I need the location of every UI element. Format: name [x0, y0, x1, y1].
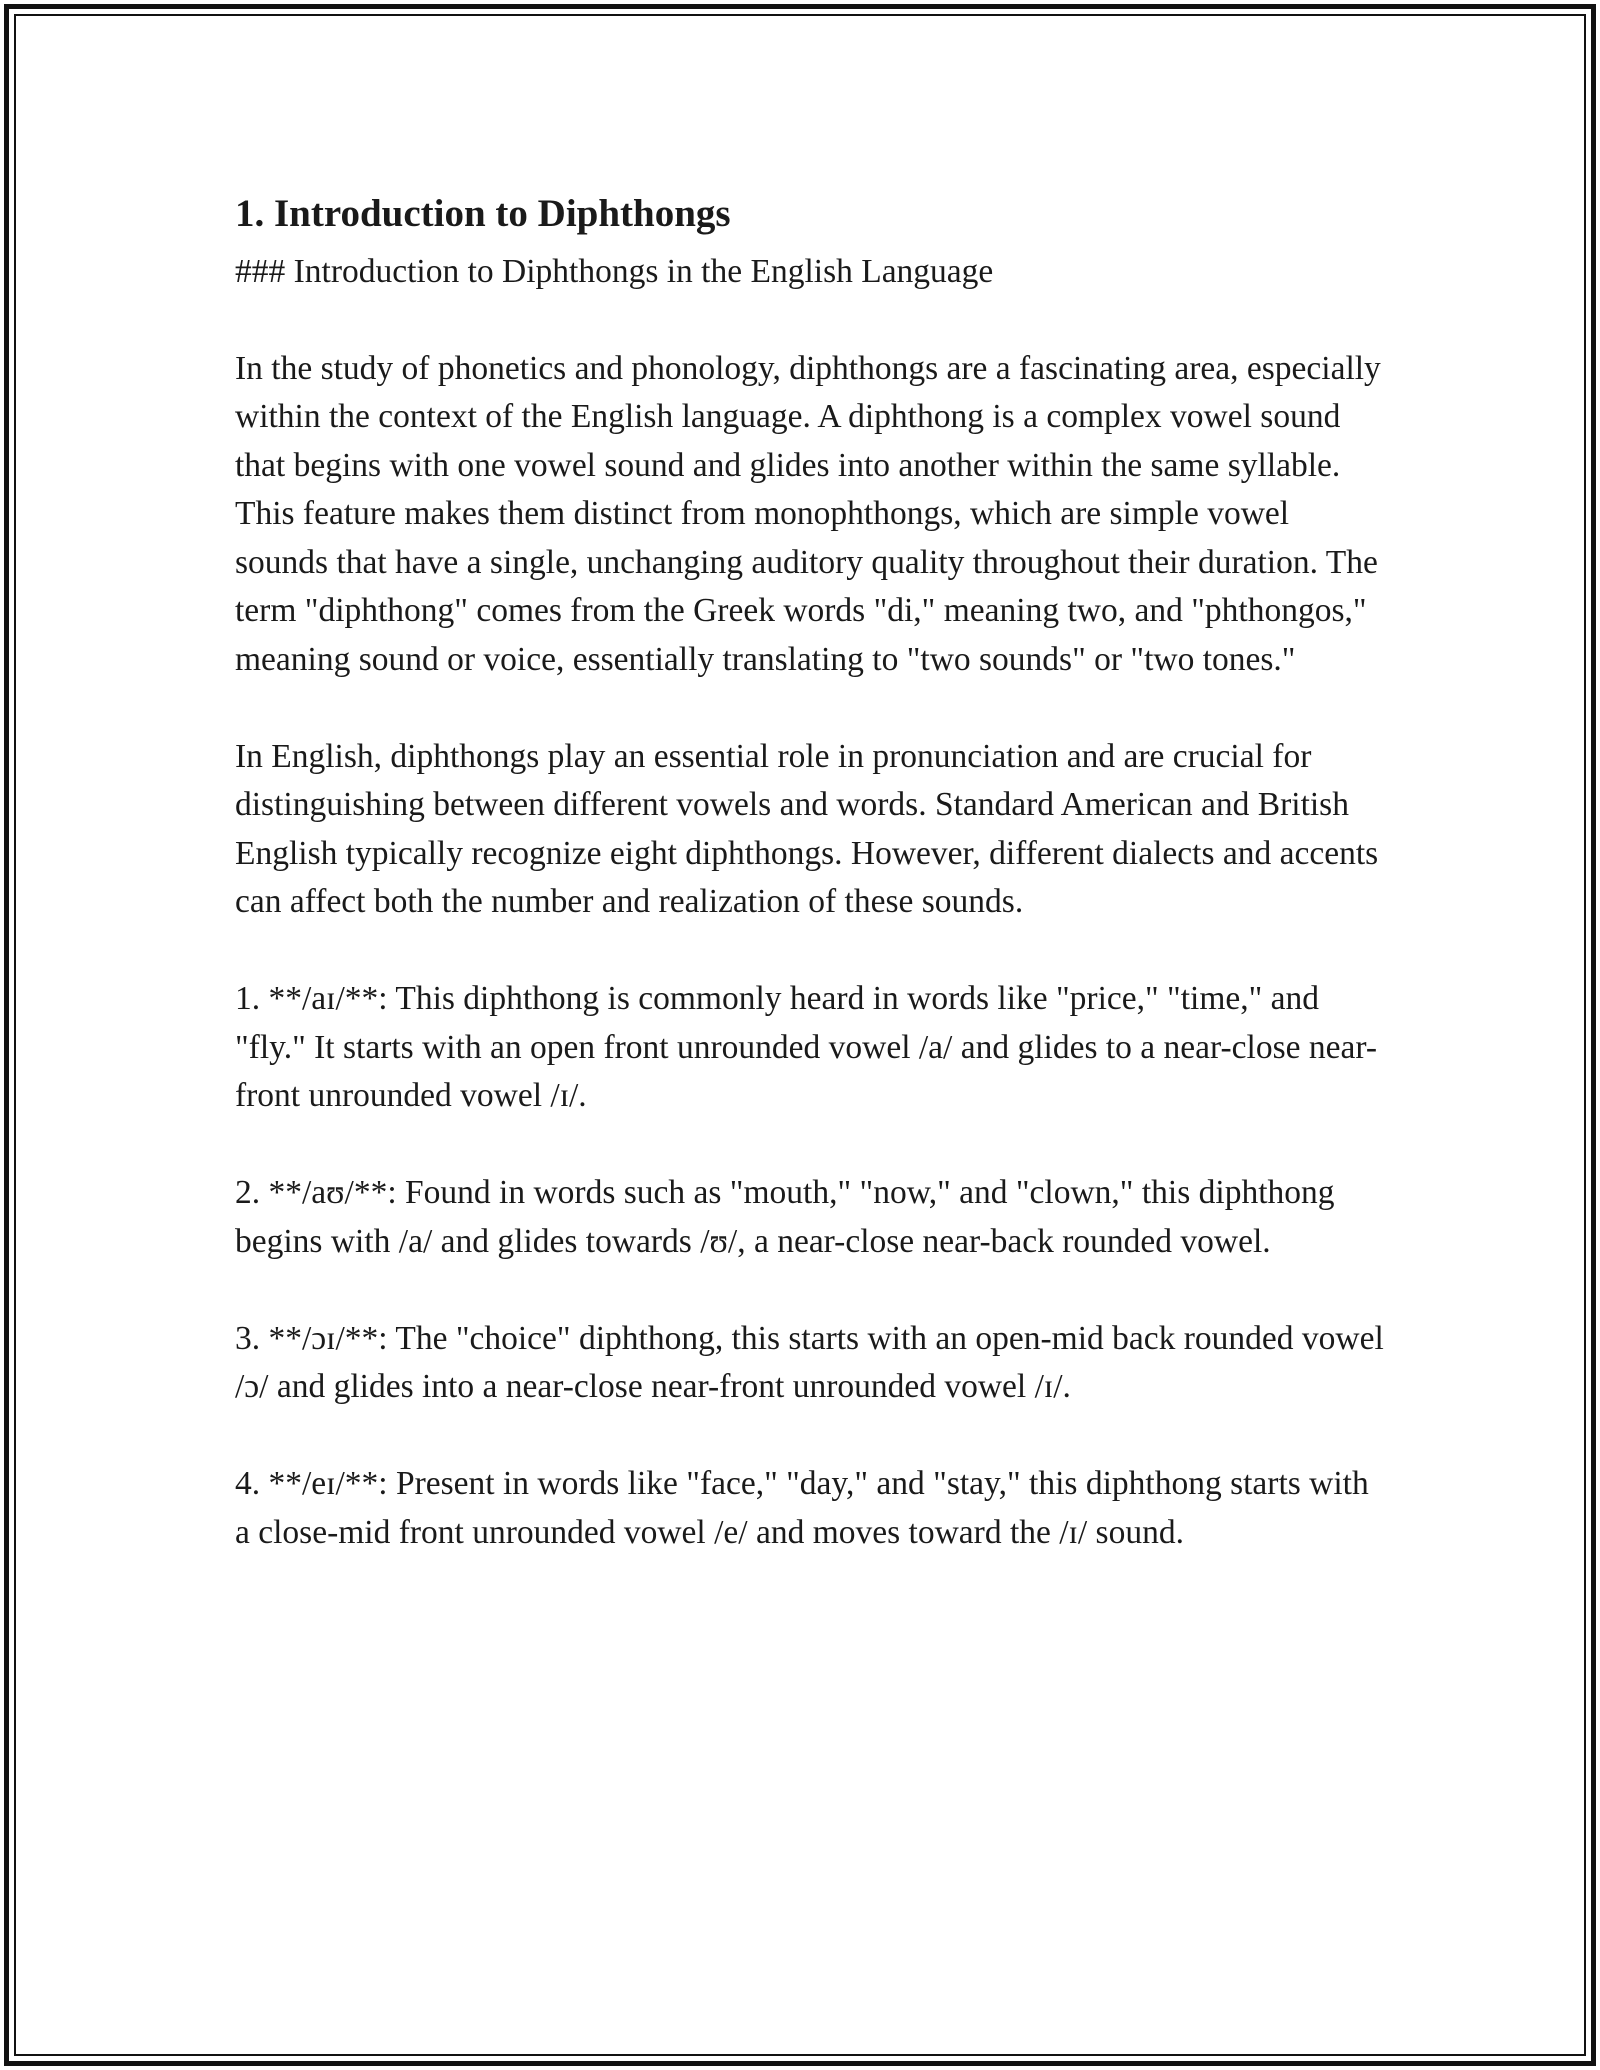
document-body	[235, 180, 1385, 1606]
paragraph-intro: In the study of phonetics and phonology, diphthongs are a fascinating area, especially within the context of the English language. A diphthong is a complex vowel sound that begins with one vowel sound and glides into another within the same syllable. This feature makes them distinct from monophthongs, which are simple vowel sounds that have a single, unchanging auditory quality throughout their duration. The term "diphthong" comes from the Greek words "di," meaning two, and "phthongos," meaning sound or voice, essentially translating to "two sounds" or "two tones."	[235, 349, 1381, 678]
list-item-oi: 3. **/ɔɪ/**: The "choice" diphthong, this starts with an open-mid back rounded vowel /ɔ/ and glides into a near-close near-front unrounded vowel /ɪ/.	[235, 1319, 1384, 1405]
list-item-ei: 4. **/eɪ/**: Present in words like "face," "day," and "stay," this diphthong starts with a close-mid front unrounded vowel /e/ and moves toward the /ɪ/ sound.	[235, 1465, 1369, 1551]
paragraph-english-diphthongs: In English, diphthongs play an essential role in pronunciation and are crucial for distinguishing between different vowels and words. Standard American and British English typically recognize eight diphthongs. However, different dialects and accents can affect both the number and realization of these sounds.	[235, 737, 1379, 920]
list-item-au: 2. **/aʊ/**: Found in words such as "mouth," "now," and "clown," this diphthong begins with /a/ and glides towards /ʊ/, a near-close near-back rounded vowel.	[235, 1174, 1335, 1260]
document-subheading: ### Introduction to Diphthongs in the English Language	[235, 253, 994, 290]
document-title: 1. Introduction to Diphthongs	[235, 192, 731, 235]
list-item-ai: 1. **/aɪ/**: This diphthong is commonly heard in words like "price," "time," and "fly." It starts with an open front unrounded vowel /a/ and glides to a near-close near-front unrounded vowel /ɪ/.	[235, 980, 1378, 1114]
